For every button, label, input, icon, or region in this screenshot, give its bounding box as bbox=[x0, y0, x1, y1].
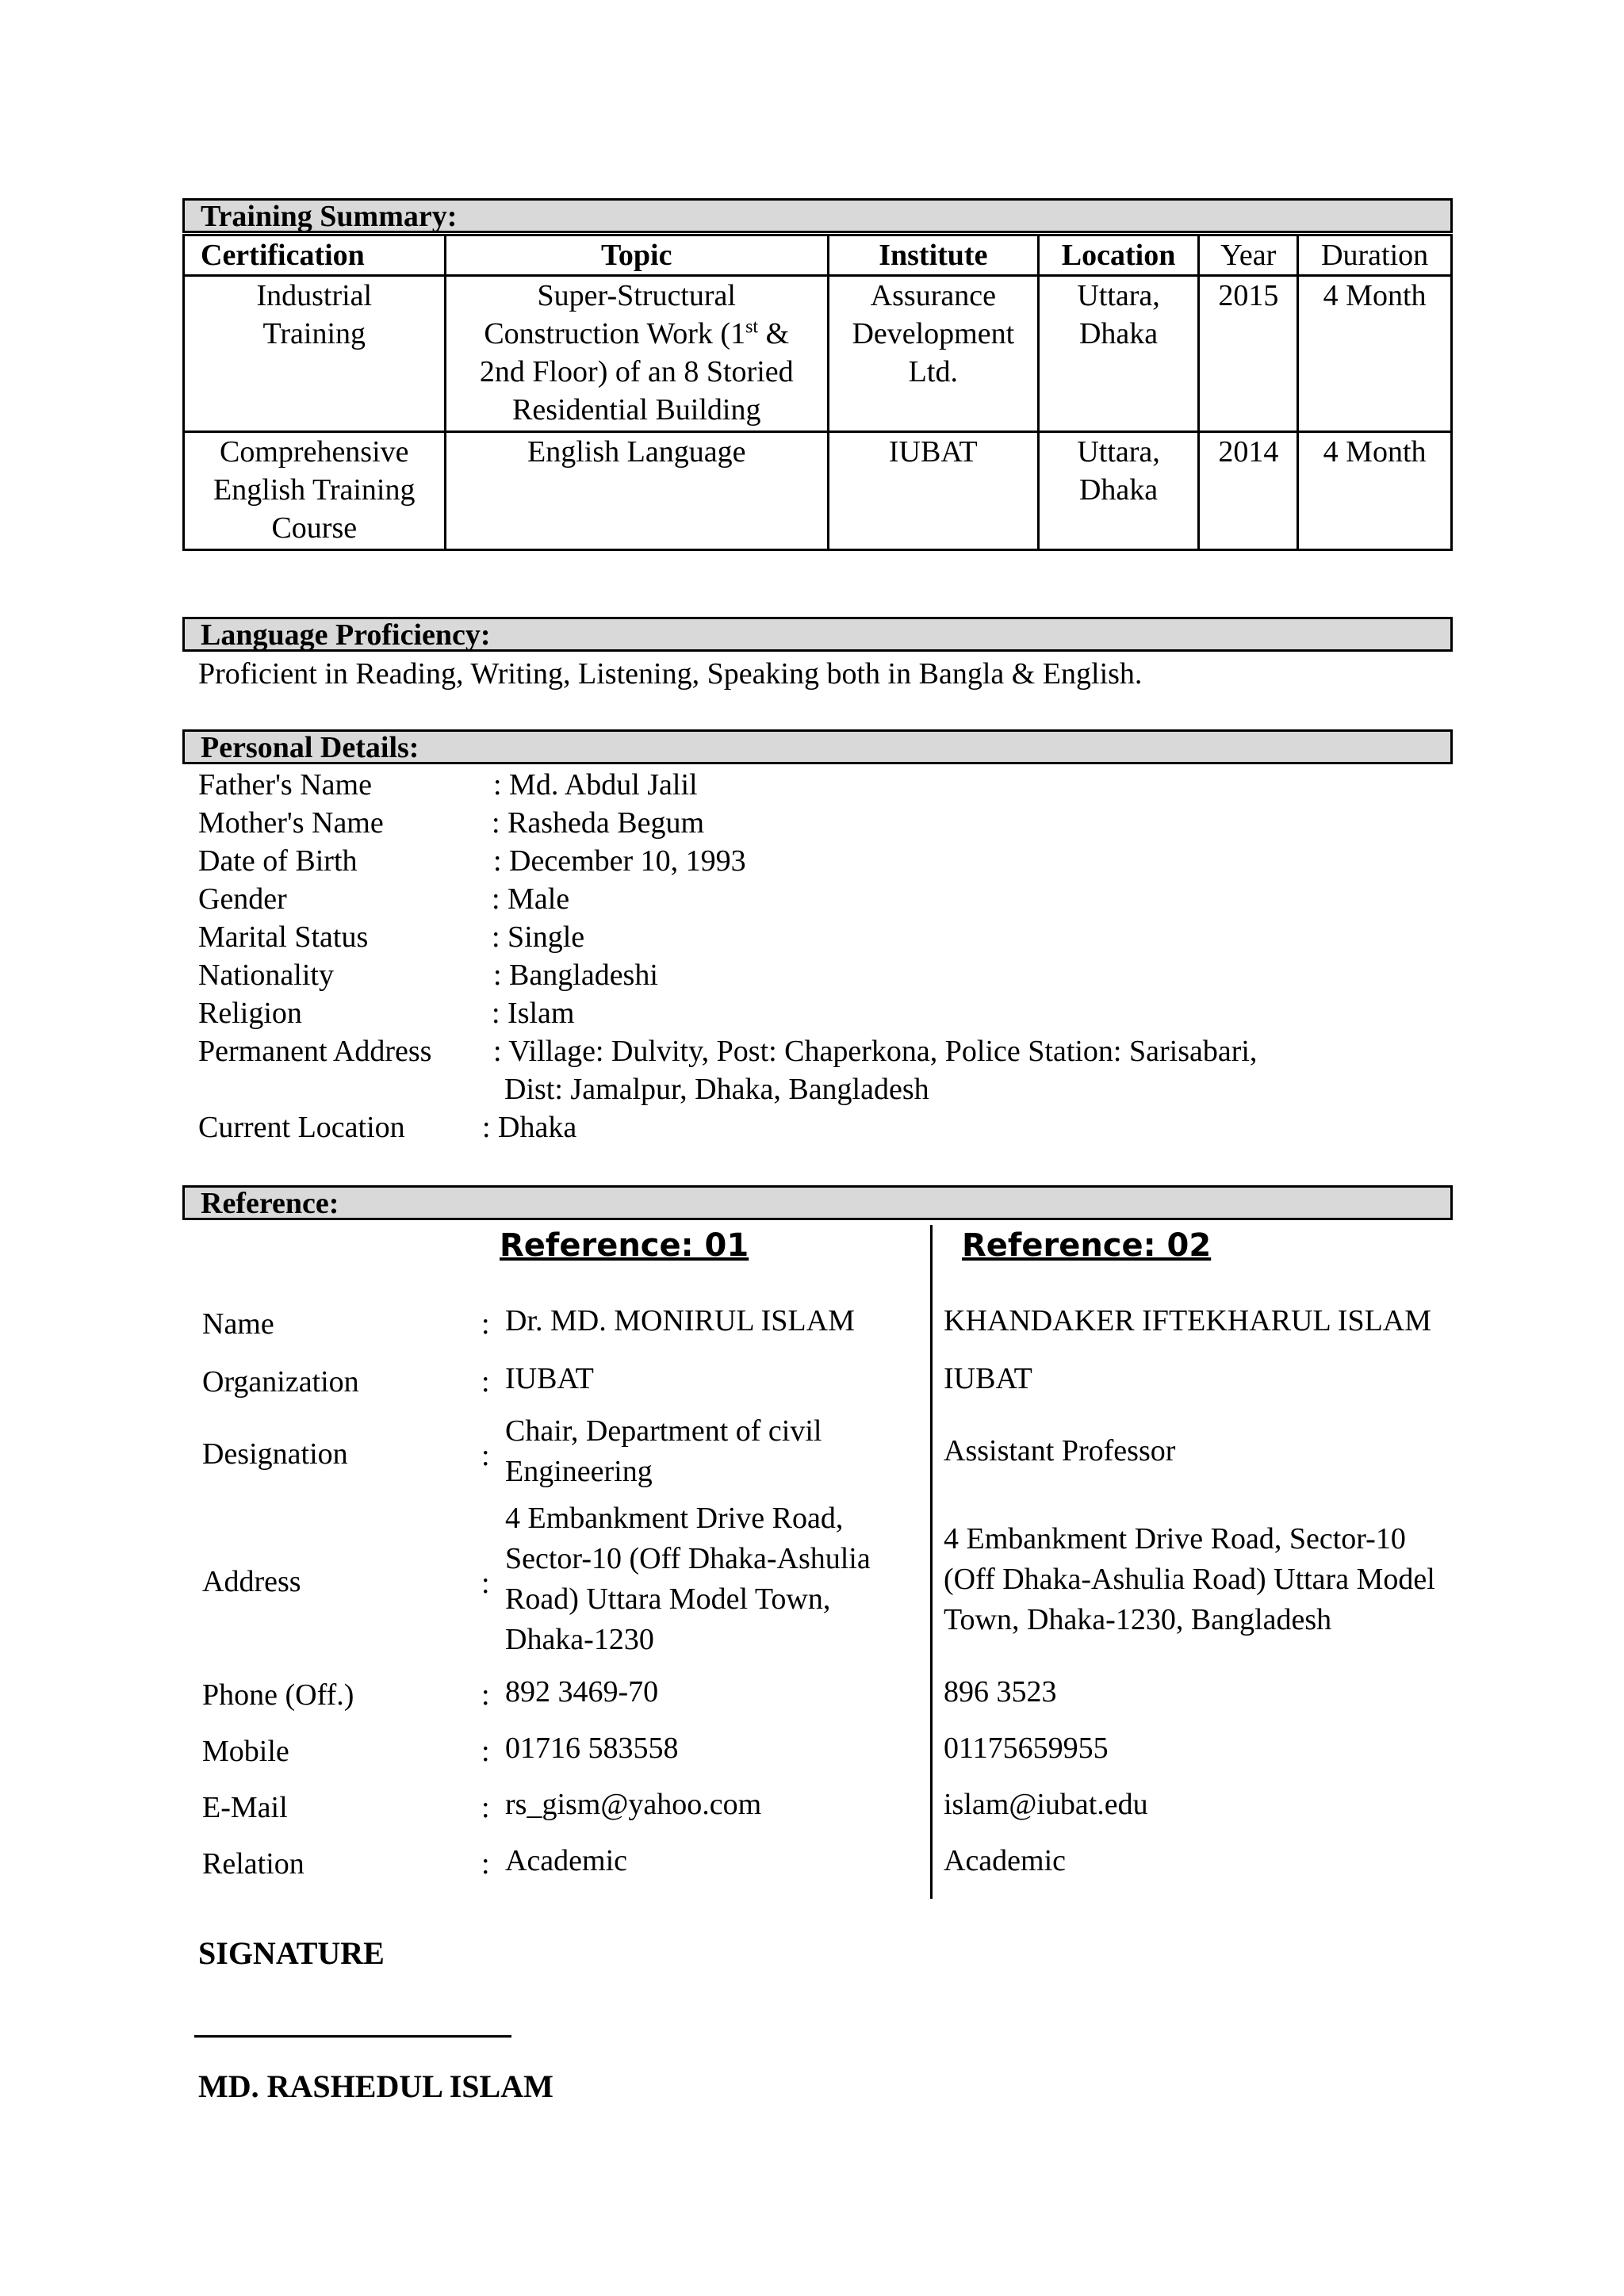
reference-colon: : bbox=[481, 1567, 490, 1600]
language-proficiency-heading: Language Proficiency: bbox=[182, 617, 1453, 652]
cell-location: Uttara, Dhaka bbox=[1038, 276, 1199, 432]
reference-colon: : bbox=[481, 1365, 490, 1399]
reference-label-address: Address bbox=[202, 1565, 301, 1598]
reference-01-heading: Reference: 01 bbox=[500, 1227, 749, 1264]
reference-label-organization: Organization bbox=[202, 1365, 359, 1399]
reference-01-mobile: 01716 583558 bbox=[505, 1732, 679, 1765]
column-header-location: Location bbox=[1038, 235, 1199, 276]
cell-institute: Assurance Development Ltd. bbox=[828, 276, 1038, 432]
reference-label-relation: Relation bbox=[202, 1847, 304, 1881]
reference-02-email: islam@iubat.edu bbox=[944, 1788, 1148, 1821]
reference-label-name: Name bbox=[202, 1307, 274, 1341]
reference-02-name: KHANDAKER IFTEKHARUL ISLAM bbox=[944, 1304, 1432, 1337]
column-header-year: Year bbox=[1199, 235, 1298, 276]
cell-certification: Industrial Training bbox=[184, 276, 446, 432]
reference-02-mobile: 01175659955 bbox=[944, 1732, 1109, 1765]
cell-year: 2015 bbox=[1199, 276, 1298, 432]
cell-duration: 4 Month bbox=[1298, 276, 1452, 432]
cell-topic: Super-Structural Construction Work (1st & 2nd Floor) of an 8 Storied Residential Building bbox=[445, 276, 828, 432]
reference-label-phone: Phone (Off.) bbox=[202, 1678, 354, 1712]
reference-colon: : bbox=[481, 1735, 490, 1768]
signature-name: MD. RASHEDUL ISLAM bbox=[198, 2068, 553, 2104]
training-table bbox=[182, 234, 1453, 551]
reference-label-email: E-Mail bbox=[202, 1791, 288, 1824]
training-header-row bbox=[184, 235, 1452, 276]
reference-02-relation: Academic bbox=[944, 1844, 1067, 1877]
column-header-duration: Duration bbox=[1298, 235, 1452, 276]
cell-year: 2014 bbox=[1199, 432, 1298, 550]
reference-colon: : bbox=[481, 1678, 490, 1712]
table-row bbox=[184, 276, 1452, 432]
cell-duration: 4 Month bbox=[1298, 432, 1452, 550]
personal-details-heading: Personal Details: bbox=[182, 729, 1453, 764]
signature-title: SIGNATURE bbox=[198, 1935, 385, 1971]
column-header-topic: Topic bbox=[445, 235, 828, 276]
reference-02-heading: Reference: 02 bbox=[962, 1227, 1212, 1264]
reference-colon: : bbox=[481, 1439, 490, 1472]
reference-02-designation: Assistant Professor bbox=[944, 1434, 1176, 1468]
reference-01-email: rs_gism@yahoo.com bbox=[505, 1788, 762, 1821]
reference-02-organization: IUBAT bbox=[944, 1362, 1032, 1395]
reference-01-organization: IUBAT bbox=[505, 1362, 594, 1395]
cell-certification: Comprehensive English Training Course bbox=[184, 432, 446, 550]
language-proficiency-text: Proficient in Reading, Writing, Listening, Speaking both in Bangla & English. bbox=[198, 657, 1143, 691]
reference-colon: : bbox=[481, 1307, 490, 1341]
reference-label-mobile: Mobile bbox=[202, 1735, 289, 1768]
reference-colon: : bbox=[481, 1791, 490, 1824]
reference-01-relation: Academic bbox=[505, 1844, 628, 1877]
signature-line bbox=[194, 2035, 511, 2038]
training-summary-heading: Training Summary: bbox=[182, 198, 1453, 233]
reference-colon: : bbox=[481, 1847, 490, 1881]
reference-heading: Reference: bbox=[182, 1185, 1453, 1220]
cell-topic: English Language bbox=[445, 432, 828, 550]
cell-institute: IUBAT bbox=[828, 432, 1038, 550]
reference-column-divider bbox=[930, 1225, 933, 1899]
column-header-certification: Certification bbox=[184, 235, 446, 276]
reference-01-phone: 892 3469-70 bbox=[505, 1675, 659, 1709]
reference-01-address: 4 Embankment Drive Road, Sector-10 (Off Dhaka-Ashulia Road) Uttara Model Town, Dhaka-1230 bbox=[505, 1502, 871, 1656]
reference-02-phone: 896 3523 bbox=[944, 1675, 1057, 1709]
reference-01-name: Dr. MD. MONIRUL ISLAM bbox=[505, 1304, 855, 1337]
cell-location: Uttara, Dhaka bbox=[1038, 432, 1199, 550]
reference-01-designation: Chair, Department of civil Engineering bbox=[505, 1414, 822, 1488]
table-row bbox=[184, 432, 1452, 550]
column-header-institute: Institute bbox=[828, 235, 1038, 276]
reference-02-address: 4 Embankment Drive Road, Sector-10 (Off Dhaka-Ashulia Road) Uttara Model Town, Dhaka-1230, Bangladesh bbox=[944, 1522, 1435, 1636]
reference-label-designation: Designation bbox=[202, 1437, 348, 1471]
